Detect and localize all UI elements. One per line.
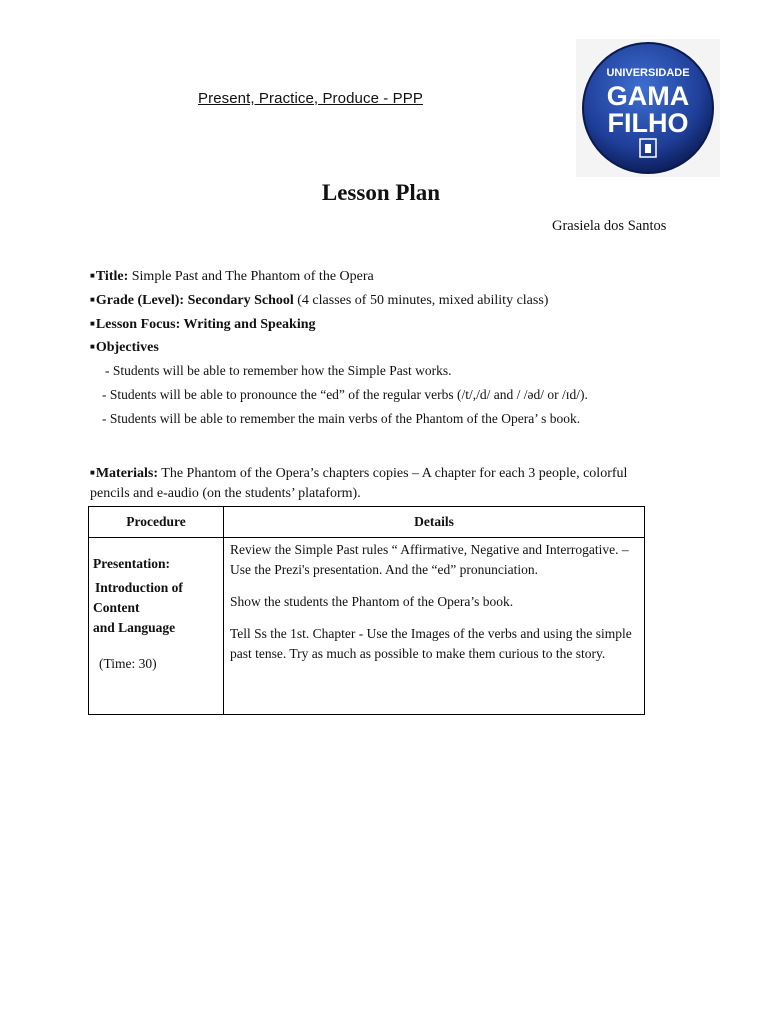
objective-item: - Students will be able to pronounce the “ed” of the regular verbs (/t/,/d/ and / /əd/ or /ɪd/). xyxy=(102,387,588,402)
lesson-table xyxy=(88,506,645,715)
table-header-row xyxy=(89,507,645,538)
field-title xyxy=(90,267,374,286)
bullet-icon: ■ xyxy=(90,319,95,328)
field-focus-label: Lesson Focus: Writing and Speaking xyxy=(95,317,316,332)
objective-item: - Students will be able to remember how the Simple Past works. xyxy=(105,363,452,378)
table-row xyxy=(89,538,645,715)
procedure-line: and Language xyxy=(93,620,176,635)
field-materials-value: The Phantom of the Opera’s chapters copies – A chapter for each 3 people, colorful pencils and e-audio (on the students’ plataform). xyxy=(90,466,628,501)
details-cell xyxy=(224,538,645,715)
field-focus xyxy=(90,315,316,334)
field-materials xyxy=(90,463,670,504)
table-header-procedure: Procedure xyxy=(89,507,224,538)
procedure-time: (Time: 30) xyxy=(99,656,157,671)
table-header-details: Details xyxy=(224,507,645,538)
university-logo xyxy=(576,39,720,177)
logo-line2: GAMA xyxy=(606,81,690,111)
logo-line3: FILHO xyxy=(607,108,689,138)
details-paragraph: Show the students the Phantom of the Opera’s book. xyxy=(230,594,514,609)
field-grade xyxy=(90,291,548,310)
procedure-stage: Presentation: xyxy=(93,556,170,571)
bullet-icon: ■ xyxy=(90,295,95,304)
header-title: Present, Practice, Produce - PPP xyxy=(198,90,423,107)
author-name: Grasiela dos Santos xyxy=(552,218,667,234)
field-objectives-label: Objectives xyxy=(95,340,159,355)
objective-item: - Students will be able to remember the main verbs of the Phantom of the Opera’ s book. xyxy=(102,411,581,426)
field-materials-label: Materials: xyxy=(95,466,159,481)
field-objectives xyxy=(90,338,159,357)
procedure-cell xyxy=(89,538,224,715)
document-title: Lesson Plan xyxy=(321,180,441,205)
field-title-label: Title: xyxy=(95,269,129,284)
bullet-icon: ■ xyxy=(90,271,95,280)
procedure-line: Content xyxy=(93,600,140,615)
bullet-icon: ■ xyxy=(90,468,95,477)
field-grade-label: Grade (Level): Secondary School xyxy=(95,293,294,308)
bullet-icon: ■ xyxy=(90,342,95,351)
field-grade-value: (4 classes of 50 minutes, mixed ability class) xyxy=(293,293,549,308)
logo-line1: UNIVERSIDADE xyxy=(606,67,690,79)
field-title-value: Simple Past and The Phantom of the Opera xyxy=(128,269,374,284)
procedure-line: Introduction of xyxy=(95,580,183,595)
details-paragraph: Review the Simple Past rules “ Affirmative, Negative and Interrogative. – Use the Prezi's presentation. And the “ed” pronunciation. xyxy=(230,542,629,577)
details-paragraph: Tell Ss the 1st. Chapter - Use the Images of the verbs and using the simple past tense. Try as much as possible to make them curious to the story. xyxy=(230,626,632,661)
